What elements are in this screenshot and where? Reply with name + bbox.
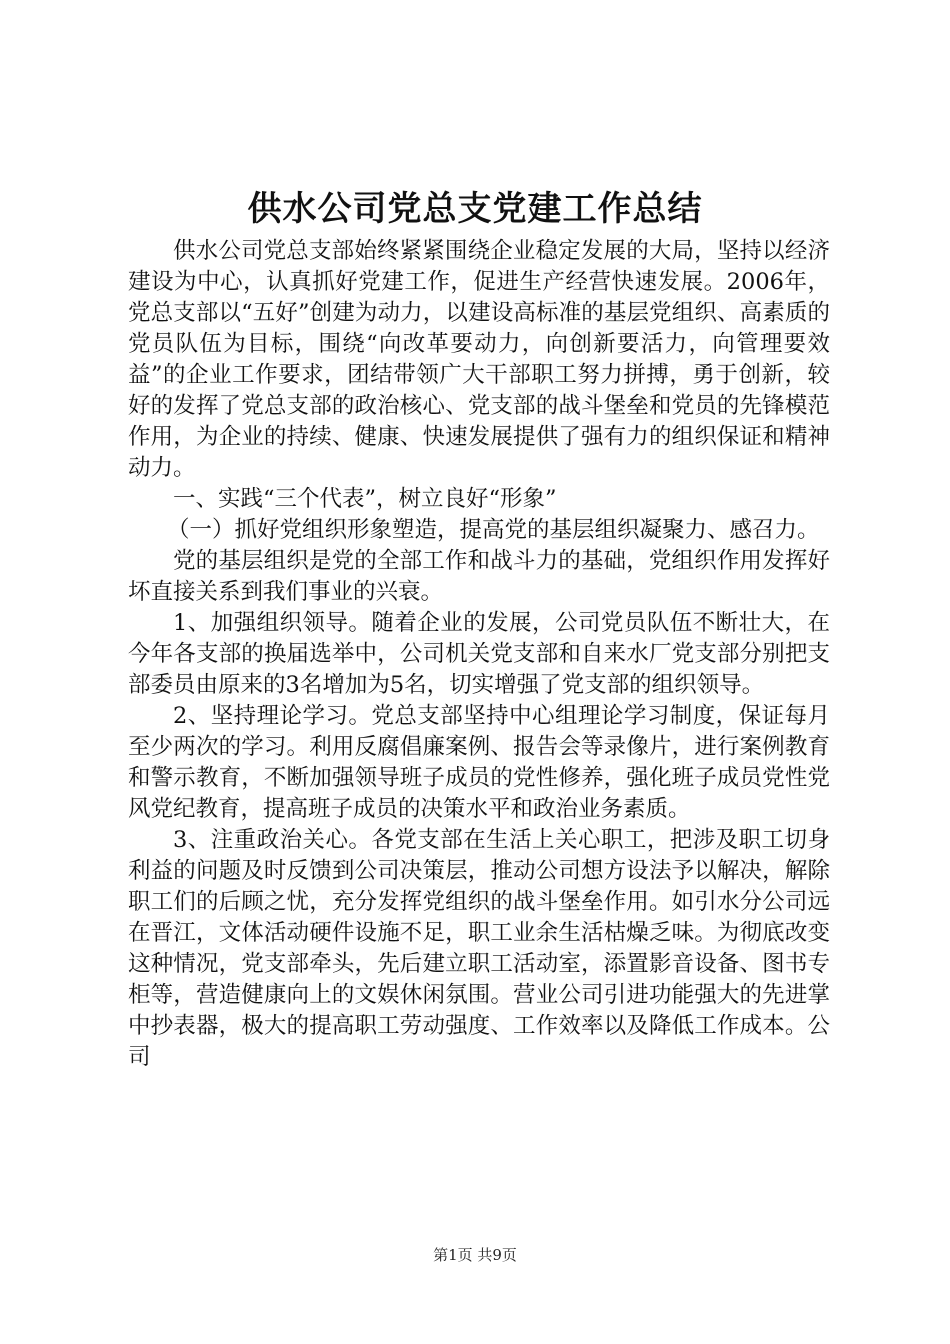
list-item-paragraph: 1、加强组织领导。随着企业的发展，公司党员队伍不断壮大，在今年各支部的换届选举中，公司机关党支部和自来水厂党支部分别把支部委员由原来的3名增加为5名，切实增强了党支部的组织领导。 — [128, 610, 830, 698]
list-item-paragraph: 2、坚持理论学习。党总支部坚持中心组理论学习制度，保证每月至少两次的学习。利用反腐倡廉案例、报告会等录像片，进行案例教育和警示教育，不断加强领导班子成员的党性修养，强化班子成员党性党风党纪教育，提高班子成员的决策水平和政治业务素质。 — [128, 703, 830, 822]
page-footer: 第1页 共9页 — [433, 1246, 517, 1264]
list-item-paragraph: 3、注重政治关心。各党支部在生活上关心职工，把涉及职工切身利益的问题及时反馈到公司决策层，推动公司想方设法予以解决，解除职工们的后顾之忧，充分发挥党组织的战斗堡垒作用。如引水分公司远在晋江，文体活动硬件设施不足，职工业余生活枯燥乏味。为彻底改变这种情况，党支部牵头，先后建立职工活动室，添置影音设备、图书专柜等，营造健康向上的文娱休闲氛围。营业公司引进功能强大的先进掌中抄表器，极大的提高职工劳动强度、工作效率以及降低工作成本。公司 — [128, 827, 830, 1070]
section-heading: 一、实践“三个代表”，树立良好“形象” — [173, 486, 557, 512]
body-paragraph: 党的基层组织是党的全部工作和战斗力的基础，党组织作用发挥好坏直接关系到我们事业的兴衰。 — [128, 548, 830, 605]
subsection-heading: （一）抓好党组织形象塑造，提高党的基层组织凝聚力、感召力。 — [167, 517, 820, 543]
document-title: 供水公司党总支党建工作总结 — [247, 189, 703, 229]
document-body — [128, 236, 830, 1073]
intro-paragraph: 供水公司党总支部始终紧紧围绕企业稳定发展的大局，坚持以经济建设为中心，认真抓好党建工作，促进生产经营快速发展。2006年，党总支部以“五好”创建为动力，以建设高标准的基层党组织、高素质的党员队伍为目标，围绕“向改革要动力，向创新要活力，向管理要效益”的企业工作要求，团结带领广大干部职工努力拼搏，勇于创新，较好的发挥了党总支部的政治核心、党支部的战斗堡垒和党员的先锋模范作用，为企业的持续、健康、快速发展提供了强有力的组织保证和精神动力。 — [128, 238, 830, 481]
